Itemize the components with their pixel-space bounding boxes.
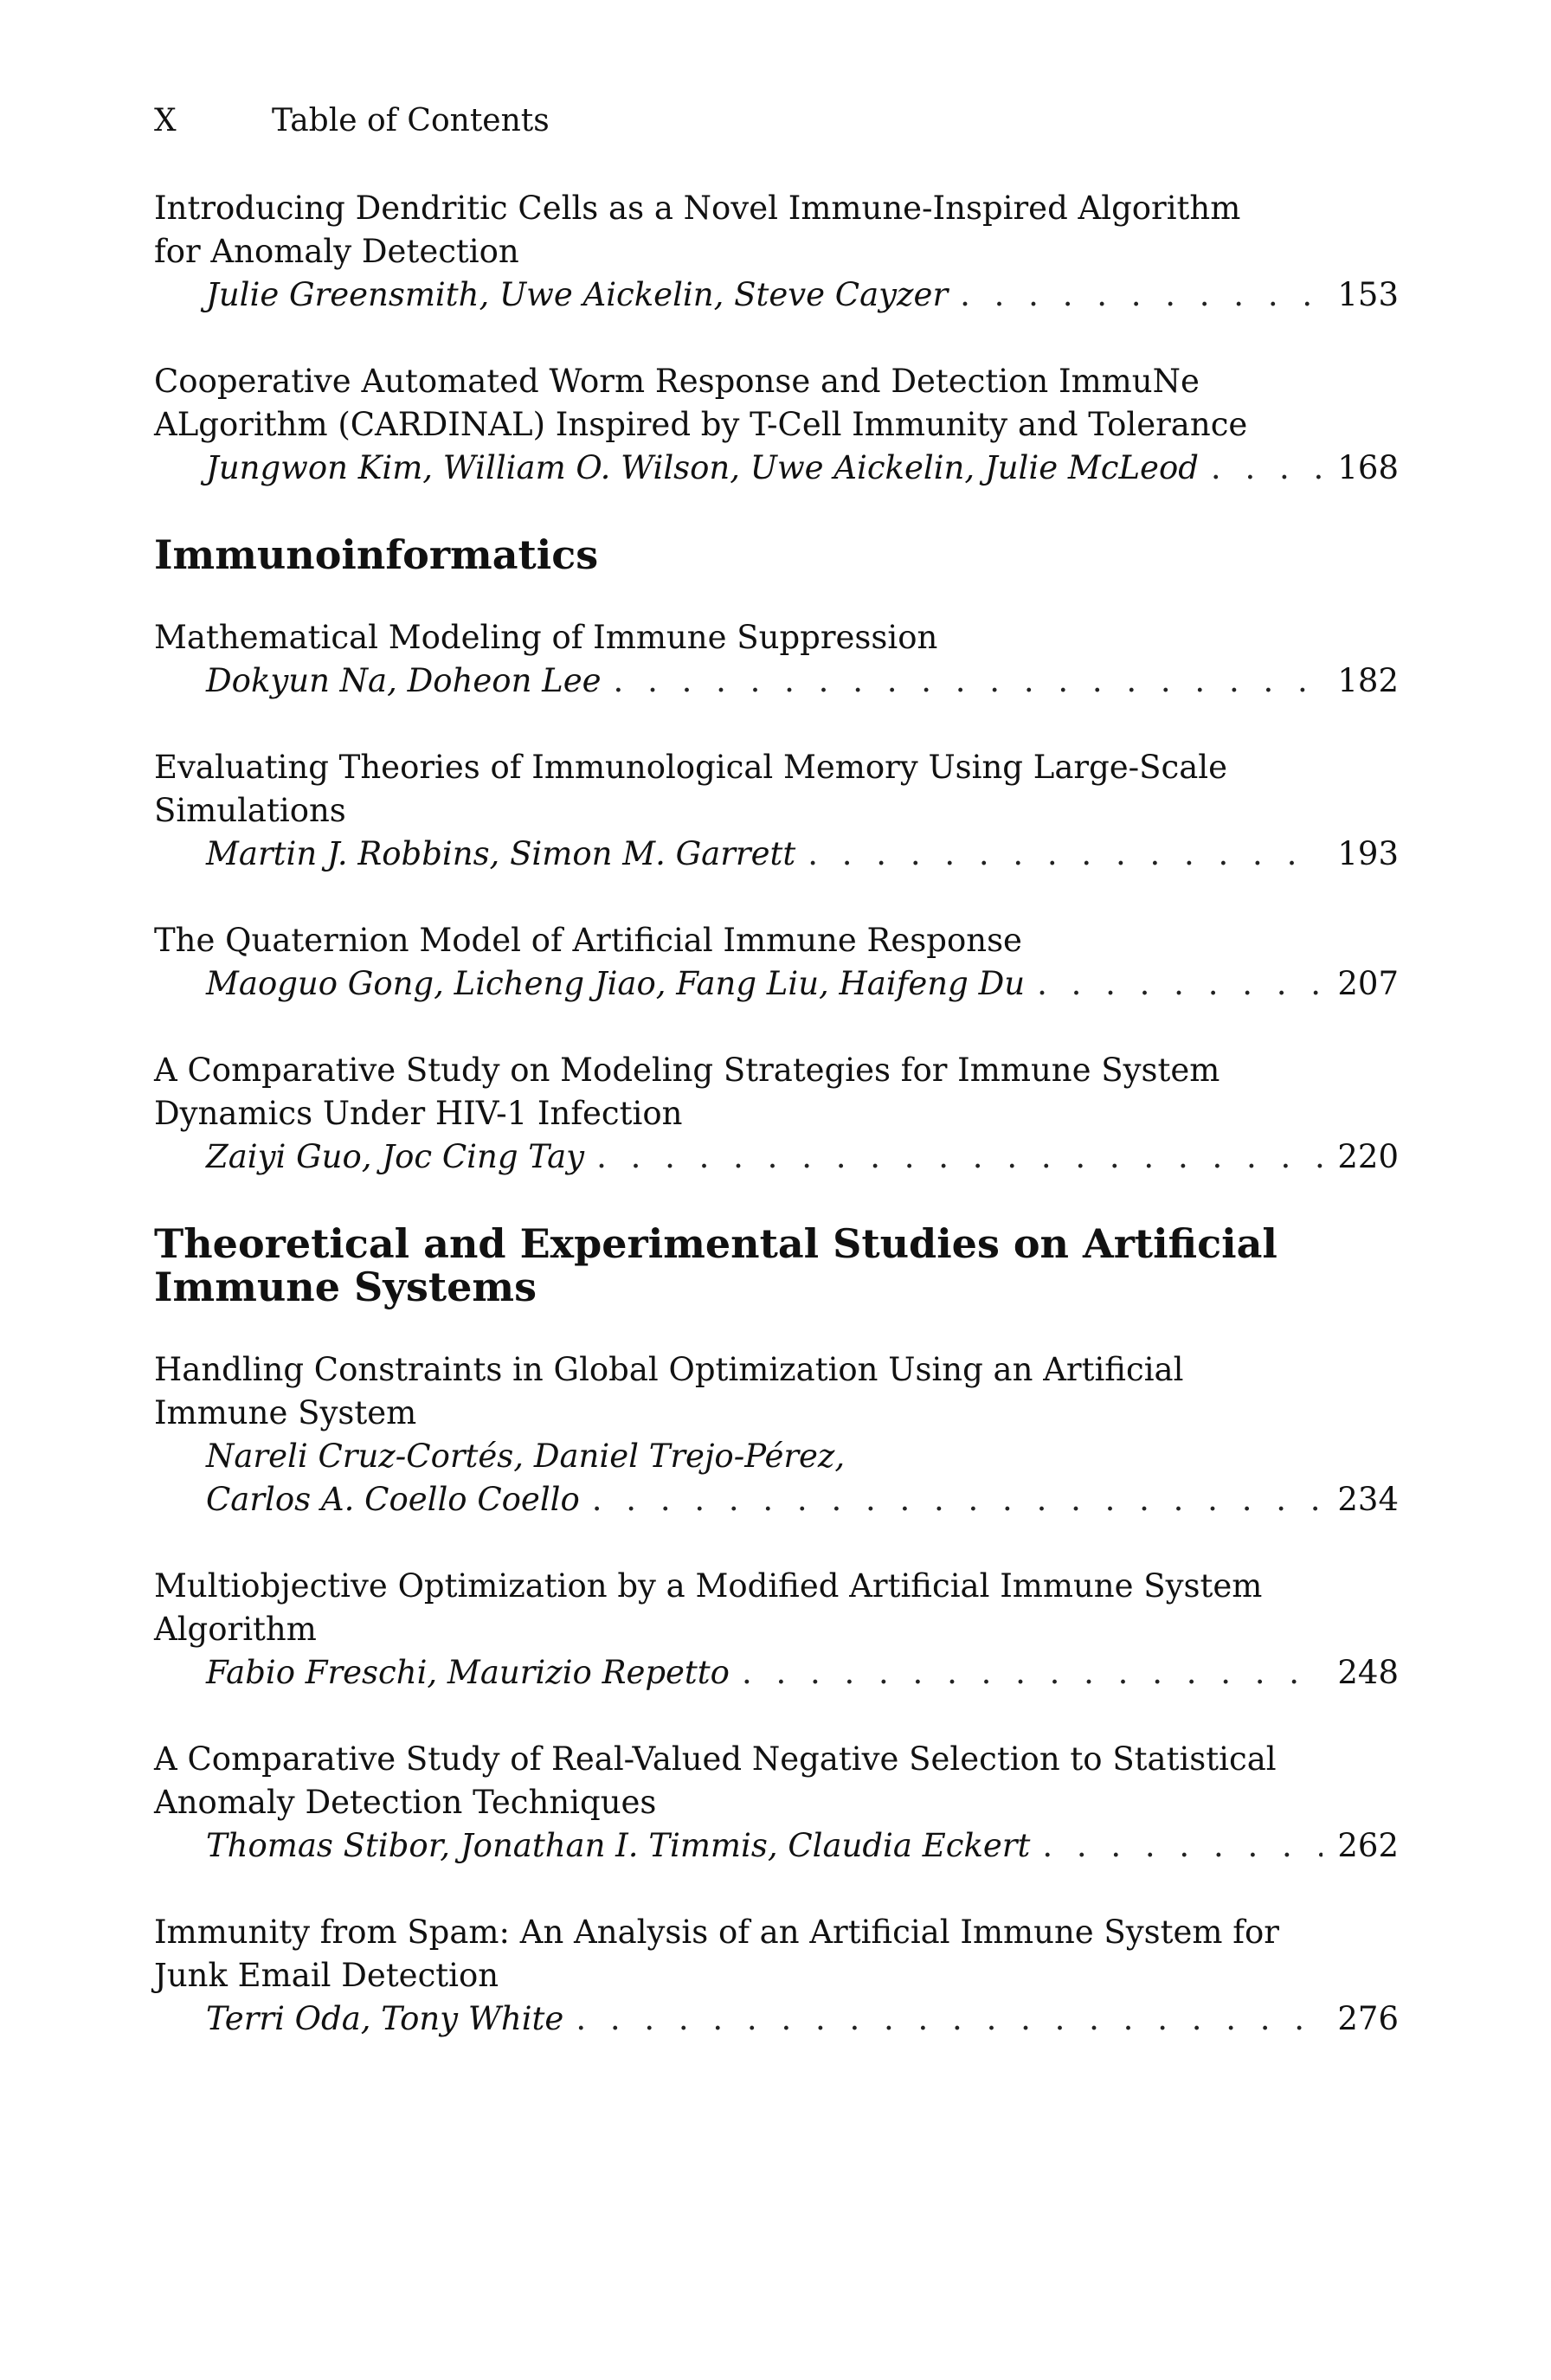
dot-leader (960, 273, 1323, 317)
page-number: X (154, 103, 177, 138)
section-heading: Theoretical and Experimental Studies on Artificial Immune Systems (154, 1220, 1277, 1310)
toc-entry (154, 1049, 1399, 1179)
dot-leader (614, 659, 1323, 703)
dot-leader (1042, 1824, 1323, 1868)
entry-authors: Jungwon Kim, William O. Wilson, Uwe Aickelin, Julie McLeod (206, 449, 1199, 486)
entry-authors: Maoguo Gong, Licheng Jiao, Fang Liu, Haifeng Du (206, 965, 1026, 1002)
toc-entry (154, 746, 1399, 876)
entry-author-line (154, 1435, 1399, 1478)
toc-entry (154, 1911, 1399, 2041)
entry-author-line (154, 1997, 1399, 2041)
entry-page-number: 168 (1337, 449, 1399, 486)
entry-authors: Nareli Cruz-Cortés, Daniel Trejo-Pérez, (206, 1438, 846, 1475)
toc-entry (154, 919, 1399, 1006)
dot-leader (1211, 447, 1323, 490)
entry-page-number: 153 (1337, 276, 1399, 313)
entry-author-line (154, 833, 1399, 876)
entry-author-line (154, 1135, 1399, 1179)
entry-title: A Comparative Study on Modeling Strategies for Immune System Dynamics Under HIV-1 Infection (154, 1052, 1220, 1132)
dot-leader (576, 1997, 1323, 2041)
entry-title: Mathematical Modeling of Immune Suppression (154, 619, 938, 656)
entry-page-number: 248 (1337, 1654, 1399, 1691)
entry-title: Multiobjective Optimization by a Modified Artificial Immune System Algorithm (154, 1567, 1263, 1648)
running-head (154, 102, 550, 140)
entry-title: Immunity from Spam: An Analysis of an Artificial Immune System for Junk Email Detection (154, 1914, 1279, 1994)
dot-leader (592, 1478, 1323, 1521)
table-of-contents (154, 187, 1399, 2084)
entry-author-line (154, 1651, 1399, 1695)
entry-authors: Julie Greensmith, Uwe Aickelin, Steve Cayzer (206, 276, 949, 313)
entry-author-line (154, 1478, 1399, 1521)
dot-leader (808, 833, 1323, 876)
entry-title: A Comparative Study of Real-Valued Negative Selection to Statistical Anomaly Detection Techniques (154, 1740, 1277, 1821)
entry-author-line (154, 273, 1399, 317)
toc-entry (154, 1348, 1399, 1521)
toc-entry (154, 187, 1399, 317)
entry-authors: Fabio Freschi, Maurizio Repetto (206, 1654, 730, 1691)
entry-title: Introducing Dendritic Cells as a Novel Immune-Inspired Algorithm for Anomaly Detection (154, 190, 1241, 270)
entry-page-number: 207 (1337, 965, 1399, 1002)
entry-page-number: 276 (1337, 2000, 1399, 2037)
dot-leader (1037, 962, 1323, 1006)
entry-page-number: 193 (1337, 835, 1399, 872)
entry-page-number: 262 (1337, 1827, 1399, 1864)
entry-author-line (154, 962, 1399, 1006)
dot-leader (742, 1651, 1323, 1695)
running-title: Table of Contents (272, 103, 550, 138)
entry-author-line (154, 1824, 1399, 1868)
entry-title: Handling Constraints in Global Optimization Using an Artificial Immune System (154, 1351, 1184, 1431)
entry-page-number: 182 (1337, 662, 1399, 699)
entry-title: Evaluating Theories of Immunological Memory Using Large-Scale Simulations (154, 749, 1228, 829)
toc-entry (154, 1738, 1399, 1868)
entry-authors: Terri Oda, Tony White (206, 2000, 564, 2037)
entry-author-line (154, 447, 1399, 490)
toc-entry (154, 1565, 1399, 1695)
section-heading: Immunoinformatics (154, 531, 599, 578)
entry-title: Cooperative Automated Worm Response and Detection ImmuNe ALgorithm (CARDINAL) Inspired by T-Cell Immunity and Tolerance (154, 363, 1248, 443)
entry-authors: Dokyun Na, Doheon Lee (206, 662, 602, 699)
entry-authors: Carlos A. Coello Coello (206, 1481, 580, 1518)
entry-page-number: 220 (1337, 1138, 1399, 1175)
dot-leader (596, 1135, 1323, 1179)
entry-title: The Quaternion Model of Artificial Immune Response (154, 922, 1022, 959)
toc-entry (154, 360, 1399, 490)
toc-entry (154, 616, 1399, 703)
entry-page-number: 234 (1337, 1481, 1399, 1518)
entry-authors: Thomas Stibor, Jonathan I. Timmis, Claudia Eckert (206, 1827, 1031, 1864)
entry-authors: Zaiyi Guo, Joc Cing Tay (206, 1138, 585, 1175)
entry-authors: Martin J. Robbins, Simon M. Garrett (206, 835, 796, 872)
entry-author-line (154, 659, 1399, 703)
